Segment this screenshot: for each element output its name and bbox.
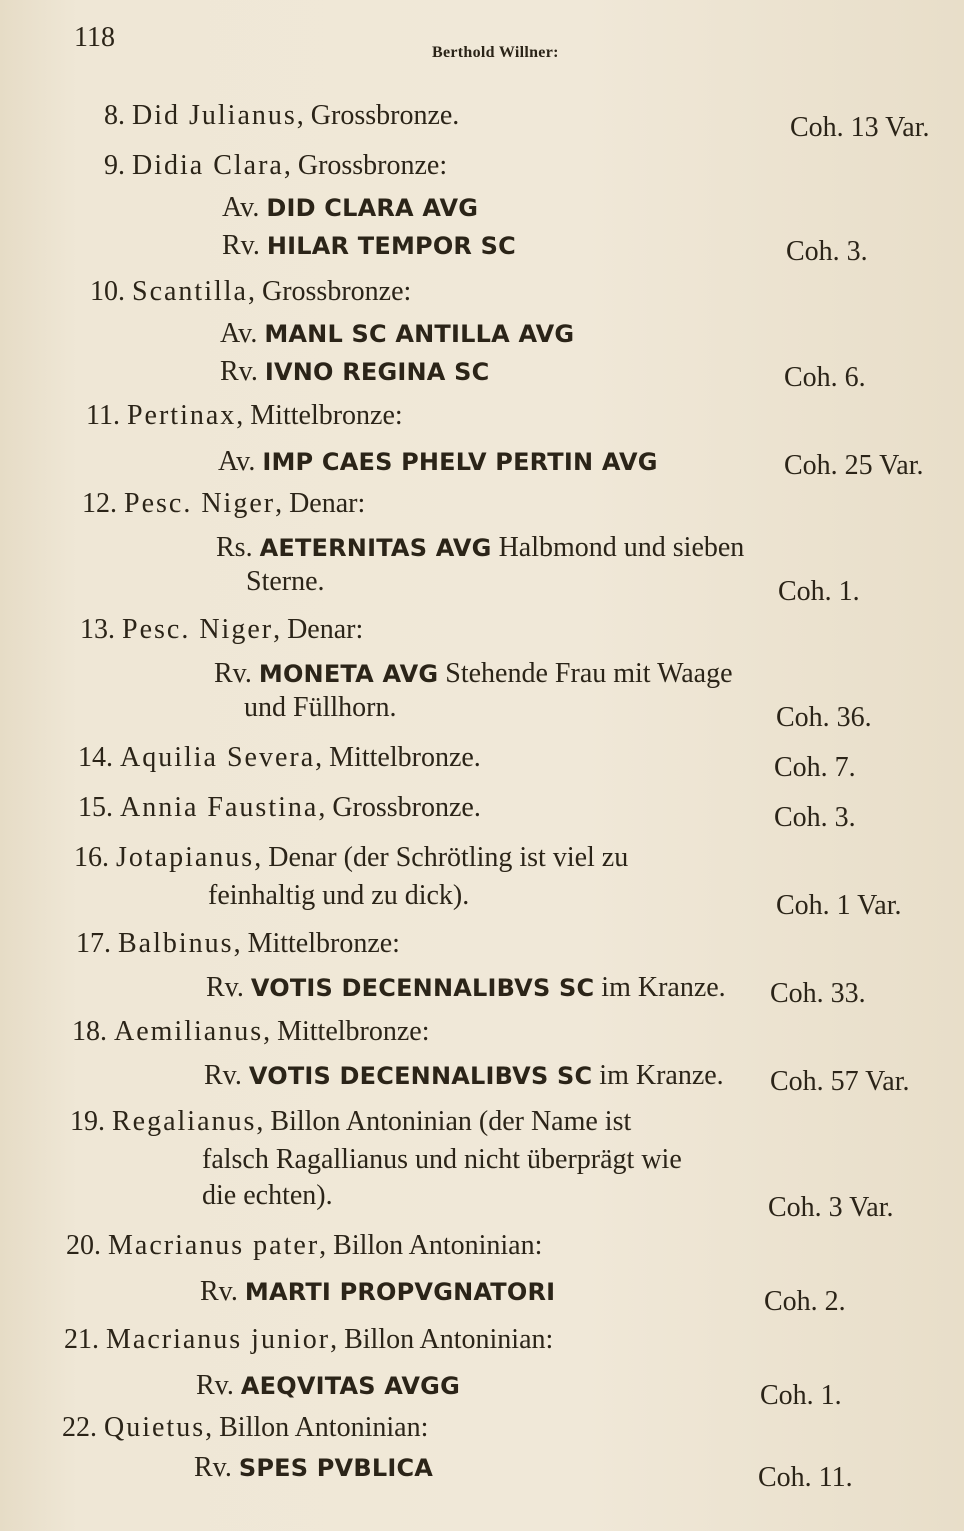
entry-number: 12. xyxy=(82,488,117,519)
reverse-label: Rv. xyxy=(220,356,258,387)
reverse-legend: IVNO REGINA SC xyxy=(264,358,490,386)
entry-name: Regalianus xyxy=(112,1106,257,1137)
reverse-label: Rv. xyxy=(200,1276,238,1307)
entry-number: 9. xyxy=(104,150,125,181)
entry-number: 8. xyxy=(104,100,125,131)
entry-kind: , Grossbronze: xyxy=(247,276,412,307)
entry-number: 17. xyxy=(76,928,111,959)
entry-name: Balbinus xyxy=(118,928,234,959)
reverse-line xyxy=(214,658,733,690)
reverse-legend: MONETA AVG xyxy=(258,660,439,688)
continuation-line: und Füllhorn. xyxy=(244,692,397,723)
entry-number: 16. xyxy=(74,842,109,873)
reverse-legend: AEQVITAS AVGG xyxy=(240,1372,460,1400)
entry-number: 10. xyxy=(90,276,125,307)
cohen-ref: Coh. 57 Var. xyxy=(770,1066,910,1097)
entry-name: Macrianus pater xyxy=(108,1230,320,1261)
entry-kind: , Billon Antoninian: xyxy=(205,1412,429,1443)
entry-9-line xyxy=(104,150,447,182)
entry-16-line xyxy=(74,842,628,874)
reverse-line xyxy=(204,1060,724,1092)
entry-10-line xyxy=(90,276,411,308)
cohen-ref: Coh. 11. xyxy=(758,1462,853,1493)
entry-19-line xyxy=(70,1106,631,1138)
obverse-line xyxy=(218,446,658,478)
reverse-label: Rv. xyxy=(206,972,244,1003)
reverse-label: Rs. xyxy=(216,532,253,563)
page-number: 118 xyxy=(74,22,115,53)
reverse-label: Rv. xyxy=(214,658,252,689)
entry-21-line xyxy=(64,1324,553,1356)
cohen-ref: Coh. 1 Var. xyxy=(776,890,902,921)
cohen-ref: Coh. 3 Var. xyxy=(768,1192,894,1223)
obverse-legend: DID CLARA AVG xyxy=(266,194,479,222)
obverse-label: Av. xyxy=(218,446,256,477)
entry-kind: , Mittelbronze: xyxy=(233,928,400,959)
reverse-description: Halbmond und sieben xyxy=(498,532,745,563)
reverse-line xyxy=(194,1452,433,1484)
entry-number: 14. xyxy=(78,742,113,773)
entry-kind: , Grossbronze: xyxy=(283,150,448,181)
entry-name: Aemilianus xyxy=(114,1016,264,1047)
reverse-line xyxy=(200,1276,555,1308)
cohen-ref: Coh. 1. xyxy=(778,576,860,607)
cohen-ref: Coh. 13 Var. xyxy=(790,112,930,143)
entry-kind: , Denar: xyxy=(275,488,366,519)
reverse-description: im Kranze. xyxy=(601,972,726,1003)
reverse-line xyxy=(222,230,516,262)
entry-name: Jotapianus xyxy=(116,842,255,873)
cohen-ref: Coh. 7. xyxy=(774,752,856,783)
entry-kind: , Mittelbronze. xyxy=(315,742,481,773)
entry-name: Pesc. Niger xyxy=(124,488,276,519)
entry-kind: , Grossbronze. xyxy=(296,100,460,131)
reverse-legend: MARTI PROPVGNATORI xyxy=(244,1278,556,1306)
obverse-legend: MANL SC ANTILLA AVG xyxy=(264,320,575,348)
cohen-ref: Coh. 33. xyxy=(770,978,866,1009)
obverse-line xyxy=(220,318,574,350)
entry-20-line xyxy=(66,1230,542,1262)
reverse-line xyxy=(206,972,726,1004)
entry-kind: , Mittelbronze: xyxy=(236,400,403,431)
entry-11-line xyxy=(86,400,403,432)
entry-name: Scantilla xyxy=(132,276,248,307)
entry-15-line xyxy=(78,792,481,824)
entry-kind: , Denar (der Schrötling ist viel zu xyxy=(254,842,629,873)
running-head: Berthold Willner: xyxy=(432,44,559,61)
continuation-line: Sterne. xyxy=(246,566,325,597)
entry-number: 18. xyxy=(72,1016,107,1047)
obverse-label: Av. xyxy=(222,192,260,223)
obverse-label: Av. xyxy=(220,318,258,349)
continuation-line: feinhaltig und zu dick). xyxy=(208,880,470,911)
cohen-ref: Coh. 6. xyxy=(784,362,866,393)
entry-17-line xyxy=(76,928,400,960)
reverse-legend: SPES PVBLICA xyxy=(238,1454,434,1482)
entry-number: 22. xyxy=(62,1412,97,1443)
entry-8-line xyxy=(104,100,459,132)
reverse-description: im Kranze. xyxy=(599,1060,724,1091)
entry-13-line xyxy=(80,614,363,646)
entry-number: 15. xyxy=(78,792,113,823)
entry-name: Quietus xyxy=(104,1412,206,1443)
reverse-line xyxy=(196,1370,460,1402)
reverse-label: Rv. xyxy=(204,1060,242,1091)
entry-14-line xyxy=(78,742,481,774)
entry-name: Annia Faustina xyxy=(120,792,319,823)
entry-name: Pesc. Niger xyxy=(122,614,274,645)
reverse-line xyxy=(220,356,489,388)
entry-kind: , Billon Antoninian: xyxy=(319,1230,543,1261)
entry-number: 20. xyxy=(66,1230,101,1261)
reverse-line xyxy=(216,532,744,564)
obverse-legend: IMP CAES PHELV PERTIN AVG xyxy=(262,448,658,476)
entry-name: Did Julianus xyxy=(132,100,297,131)
reverse-legend: AETERNITAS AVG xyxy=(259,534,492,562)
entry-name: Aquilia Severa xyxy=(120,742,316,773)
cohen-ref: Coh. 1. xyxy=(760,1380,842,1411)
reverse-legend: VOTIS DECENNALIBVS SC xyxy=(250,974,595,1002)
continuation-line: falsch Ragallianus und nicht überprägt wie xyxy=(202,1144,682,1175)
reverse-description: Stehende Frau mit Waage xyxy=(445,658,733,689)
reverse-label: Rv. xyxy=(222,230,260,261)
cohen-ref: Coh. 3. xyxy=(786,236,868,267)
entry-number: 21. xyxy=(64,1324,99,1355)
cohen-ref: Coh. 25 Var. xyxy=(784,450,924,481)
entry-name: Didia Clara xyxy=(132,150,284,181)
entry-name: Pertinax xyxy=(126,400,237,431)
cohen-ref: Coh. 2. xyxy=(764,1286,846,1317)
entry-22-line xyxy=(62,1412,428,1444)
reverse-label: Rv. xyxy=(194,1452,232,1483)
cohen-ref: Coh. 3. xyxy=(774,802,856,833)
entry-18-line xyxy=(72,1016,430,1048)
reverse-legend: VOTIS DECENNALIBVS SC xyxy=(248,1062,593,1090)
reverse-label: Rv. xyxy=(196,1370,234,1401)
entry-kind: , Denar: xyxy=(273,614,364,645)
cohen-ref: Coh. 36. xyxy=(776,702,872,733)
obverse-line xyxy=(222,192,478,224)
entry-number: 13. xyxy=(80,614,115,645)
entry-name: Macrianus junior xyxy=(106,1324,331,1355)
continuation-line: die echten). xyxy=(202,1180,333,1211)
entry-kind: , Billon Antoninian (der Name ist xyxy=(256,1106,632,1137)
entry-number: 11. xyxy=(86,400,120,431)
entry-12-line xyxy=(82,488,365,520)
entry-kind: , Grossbronze. xyxy=(318,792,481,823)
entry-number: 19. xyxy=(70,1106,105,1137)
reverse-legend: HILAR TEMPOR SC xyxy=(266,232,516,260)
entry-kind: , Billon Antoninian: xyxy=(330,1324,554,1355)
entry-kind: , Mittelbronze: xyxy=(263,1016,430,1047)
